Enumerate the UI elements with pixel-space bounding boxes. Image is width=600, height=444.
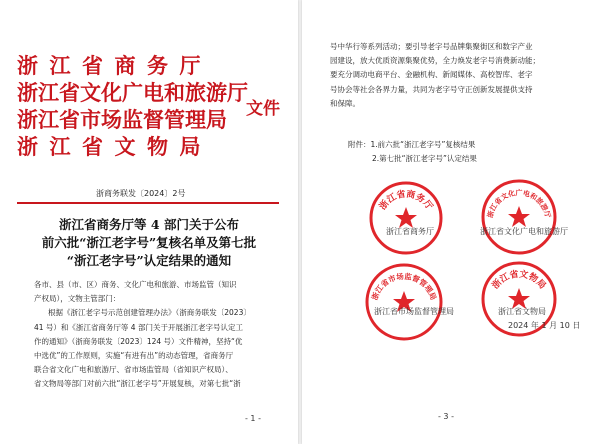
body-line: 产权局），文物主管部门： (34, 294, 121, 304)
body-line: 联合省文化广电和旅游厅、省市场监管局（省知识产权局）、 (34, 365, 233, 375)
issuer-market-regulation: 浙江省市场监督管理局 (17, 107, 227, 132)
body-text (330, 40, 580, 111)
attachment-item: 附件：1.前六批“浙江老字号”复核结果 (348, 140, 476, 149)
attachment-item: 2.第七批“浙江老字号”认定结果 (372, 154, 477, 164)
seal-culture-tourism (480, 178, 558, 256)
page-number: - 1 - (245, 414, 261, 423)
svg-text:浙江省商务厅: 浙江省商务厅 (377, 189, 435, 213)
document-title (0, 216, 298, 270)
issue-date: 2024 年 1 月 10 日 (508, 321, 581, 330)
seal-market-regulation (364, 262, 444, 342)
body-line: 要充分调动电商平台、金融机构、新闻媒体、高校智库、老字 (330, 70, 533, 80)
document-page-1 (0, 0, 298, 444)
body-line: 园建设，放大优质资源集聚优势，全力焕发老字号消费新动能； (330, 56, 540, 66)
title-line: 浙江省商务厅等 4 部门关于公布 (59, 217, 239, 232)
title-line: “浙江老字号”认定结果的通知 (66, 253, 232, 268)
body-line: 各市、县（市、区）商务、文化广电和旅游、市场监管（知识 (34, 280, 237, 289)
body-line: 和保障。 (330, 98, 360, 108)
signatory-name: 浙江省市场监督管理局 (374, 307, 454, 316)
signatory-name: 浙江省文化广电和旅游厅 (480, 227, 568, 236)
body-text (34, 278, 280, 392)
issuing-agencies (17, 52, 248, 160)
seal-commerce (368, 180, 444, 256)
signatory-name: 浙江省文物局 (498, 307, 546, 316)
document-page-3 (302, 0, 600, 444)
body-line: 41 号）和《浙江省商务厅等 4 部门关于开展浙江老字号认定工 (34, 322, 243, 332)
svg-text:浙江省文物局: 浙江省文物局 (490, 269, 548, 292)
issuer-commerce: 浙江省商务厅 (17, 53, 212, 78)
issuer-cultural-relics: 浙江省文物局 (17, 134, 212, 159)
document-number: 浙商务联发〔2024〕2号 (96, 189, 186, 198)
body-line: 根据《浙江老字号示范创建管理办法》（浙商务联发〔2023〕 (48, 308, 251, 318)
title-line: 前六批“浙江老字号”复核名单及第七批 (41, 235, 257, 250)
body-line: 号中华行等系列活动；要引导老字号品牌集聚街区和数字产业 (330, 42, 533, 51)
svg-text:浙江省文化广电和旅游厅: 浙江省文化广电和旅游厅 (486, 189, 552, 219)
red-divider (17, 202, 279, 204)
body-line: 号协会等社会各界力量，共同为老字号守正创新发展提供支持 (330, 84, 533, 94)
body-line: 作的通知》（浙商务联发〔2023〕124 号）文件精神，坚持“优 (34, 336, 243, 346)
body-line: 省文物局等部门对前六批“浙江老字号”开展复核，对第七批“浙 (34, 379, 241, 389)
page-number: - 3 - (438, 412, 454, 421)
attachments-list (348, 138, 477, 166)
issuer-culture-tourism: 浙江省文化广电和旅游厅 (17, 80, 248, 105)
signatory-name: 浙江省商务厅 (386, 227, 434, 236)
document-type-label: 文件 (246, 99, 280, 119)
body-line: 中选优”的工作原则，实施“有进有出”的动态管理，省商务厅 (34, 351, 234, 361)
svg-text:浙江省市场监督管理局: 浙江省市场监督管理局 (369, 271, 439, 302)
